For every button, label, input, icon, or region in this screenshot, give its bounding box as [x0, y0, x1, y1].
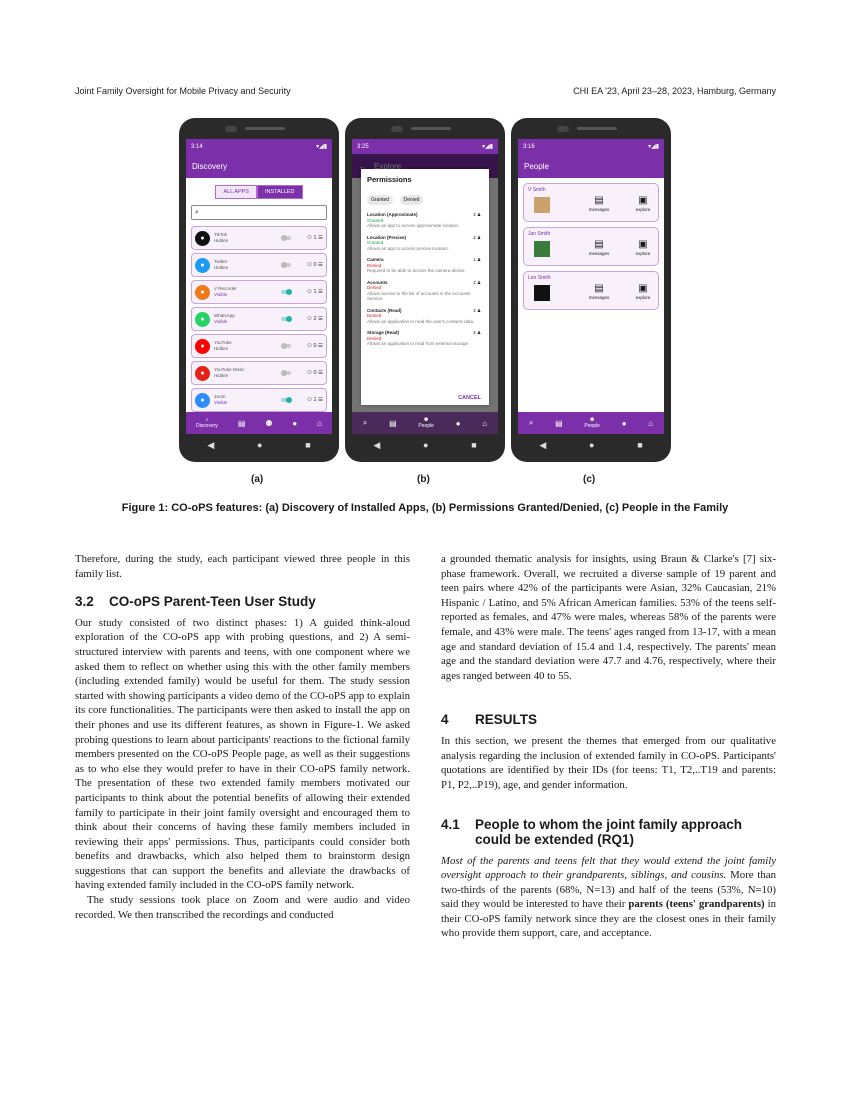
nav-home-icon[interactable]: ⌂	[648, 418, 654, 428]
status-bar	[352, 139, 498, 154]
signal-battery-icon: ▾◢▮	[316, 144, 327, 150]
permission-item[interactable]	[367, 235, 483, 252]
message-icon: ▤	[594, 239, 604, 250]
toggle-knob	[281, 370, 287, 376]
message-icon: ▤	[594, 283, 604, 294]
messages-button[interactable]	[584, 238, 614, 256]
speaker-grille	[245, 127, 285, 130]
avatar	[534, 241, 550, 257]
nav-calendar-icon[interactable]: ▤	[389, 418, 397, 428]
people-list	[518, 183, 664, 310]
recents-icon[interactable]: ■	[305, 440, 311, 450]
count-value: 1	[313, 397, 317, 403]
screen-people	[518, 139, 664, 434]
person-name: Leo Smith	[528, 275, 551, 281]
nav-people-icon[interactable]: ⚉	[265, 418, 273, 428]
explore-icon: ▣	[638, 195, 648, 206]
cancel-button[interactable]: CANCEL	[458, 395, 481, 401]
running-header-left: Joint Family Oversight for Mobile Privacy and Security	[75, 86, 291, 96]
permission-name: Accounts	[367, 279, 388, 285]
count-value: 2	[473, 279, 476, 285]
permission-count	[473, 308, 481, 314]
permission-description: Allows an application to read the user's contacts data.	[367, 318, 475, 324]
speaker-grille	[411, 127, 451, 130]
permission-description: Allows an app to access precise location.	[367, 245, 450, 251]
system-nav	[352, 434, 498, 456]
count-value: 2	[473, 234, 476, 240]
app-visibility-status: Hidden	[214, 265, 229, 270]
home-icon[interactable]: ●	[423, 440, 429, 450]
count-value: 0	[313, 370, 317, 376]
youtube-icon: ●	[195, 339, 210, 354]
nav-home-icon[interactable]: ⌂	[482, 418, 488, 428]
youtube-music-icon: ●	[195, 366, 210, 381]
menu-icon[interactable]: ☰	[316, 343, 323, 349]
paragraph: Our study consisted of two distinct phases: 1) A guided think-aloud exploration of the CO-oPS app with probing questions, and 2) A semi-structured interview with parents and teens, with one component where we asked them to reflect on whether using this with the other family members (including extended family) would be useful for them. The study session started with showing participants a video demo of the CO-oPS app to explain its core functionalities. The participants were then asked to install the app on their phones and use its different features, as shown in Figure-1. We asked probing questions to learn about participants' reactions to the fictional family members presented on the CO-oPS People page, as well as their suggestions as to who else they would prefer to have in their CO-oPS family network. The presentation of these two extended family members motivated our participants to think about the potential benefits of allowing their extended family to participate in their joint family oversight and encouraged them to think about their concerns of having these family members included in reviewing their apps' permissions. Thus, participants could consider both benefits and drawbacks, which also helped them to brainstorm design suggestions that can support the benefits and alleviate the drawbacks of having extended family included in the CO-oPS family network.	[75, 616, 410, 892]
nav-search-icon[interactable]: ⌕	[362, 418, 368, 427]
menu-icon[interactable]: ☰	[316, 262, 323, 268]
app-name: Zoom	[214, 394, 226, 399]
camera-dot	[557, 126, 569, 132]
visibility-toggle[interactable]	[281, 290, 291, 294]
messages-button[interactable]	[584, 194, 614, 212]
toggle-knob	[286, 397, 292, 403]
person-icon: ♟	[475, 212, 481, 217]
right-column	[441, 552, 776, 941]
permission-name: Storage (Read)	[367, 330, 400, 335]
app-visibility-status: Hidden	[214, 373, 229, 378]
permission-item[interactable]	[367, 330, 483, 347]
app-name: YouTube Music	[214, 367, 245, 372]
section-number: 3.2	[75, 594, 94, 610]
text-run: More than two-thirds of the parents (68%, N=13) and half of the teens (53%, N=10) said they would be interested to have their	[441, 869, 777, 911]
status-time: 3:25	[357, 143, 369, 150]
bottom-nav	[352, 412, 498, 434]
permission-list	[367, 212, 483, 347]
section-heading-3-2	[75, 595, 410, 610]
app-visibility-status: Visible	[214, 400, 228, 405]
section-heading-4-1	[441, 818, 776, 847]
recents-icon[interactable]: ■	[637, 440, 643, 450]
phone-discovery	[179, 118, 339, 462]
signal-battery-icon: ▾◢▮	[482, 144, 493, 150]
person-name: V Smith	[528, 187, 546, 193]
status-bar	[186, 139, 332, 154]
messages-label: messages	[588, 295, 610, 300]
toggle-knob	[281, 262, 287, 268]
app-visibility-status: Hidden	[214, 346, 229, 351]
home-icon[interactable]: ●	[589, 440, 595, 450]
explore-label: explore	[635, 207, 651, 212]
app-list	[186, 226, 332, 412]
permission-description: Allows an application to read from external storage.	[367, 341, 470, 346]
search-input[interactable]	[191, 205, 327, 220]
permission-count	[473, 235, 481, 241]
explore-icon: ▣	[638, 283, 648, 294]
phone-permissions	[345, 118, 505, 462]
app-title: Discovery	[186, 154, 332, 178]
paragraph: The study sessions took place on Zoom and were audio and video recorded. We then transcribed the recordings and conducted	[75, 894, 410, 921]
app-info	[214, 340, 281, 352]
signal-battery-icon: ▾◢▮	[648, 144, 659, 150]
people-icon: ⚉	[423, 417, 429, 423]
person-icon: ♟	[475, 257, 481, 262]
permission-name: Camera	[367, 257, 384, 262]
nav-people[interactable]	[418, 417, 434, 429]
nav-people[interactable]	[584, 417, 600, 429]
status-bar	[518, 139, 664, 154]
whatsapp-icon: ●	[195, 312, 210, 327]
figure-caption: Figure 1: CO-oPS features: (a) Discovery of Installed Apps, (b) Permissions Granted/Denied, (c) People in the Family	[121, 502, 729, 514]
camera-dot	[391, 126, 403, 132]
bold-emphasis: parents (teens' grandparents)	[628, 898, 765, 911]
paragraph: a grounded thematic analysis for insights, using Braun & Clarke's [7] six-phase framework. Overall, we recruited a diverse sample of 19 parent and teen pairs where 42% of the participants were Asian, 32% Caucasian, 21% Hispanic / Latino, and 5% African American families. 53% of the teens self-reported as females, and 47% were males, whereas 58% of the parents were female, and 43% were male. The teens' ages ranged from 13-17, with a mean age and standard deviation of 15.4 and 1.4, respectively. The parents' mean age and the standard deviation were 47.7 and 4.76, respectively, where their ages ranged between 40 to 55.	[441, 553, 776, 682]
speaker-grille	[577, 127, 617, 130]
app-info	[214, 286, 281, 298]
visibility-toggle[interactable]	[281, 236, 291, 240]
count-value: 1	[313, 289, 317, 295]
permissions-dialog	[361, 169, 489, 405]
count-value: 2	[313, 316, 317, 322]
toggle-knob	[286, 289, 292, 295]
app-visibility-status: Hidden	[214, 238, 229, 243]
app-list-item[interactable]	[191, 226, 327, 250]
app-list-item[interactable]	[191, 253, 327, 277]
explore-button[interactable]	[628, 238, 658, 256]
nav-calendar-icon[interactable]: ▤	[237, 418, 246, 428]
app-people-count	[301, 316, 323, 322]
chip-granted[interactable]: Granted	[367, 195, 393, 205]
messages-label: messages	[588, 207, 610, 212]
running-header-right: CHI EA '23, April 23–28, 2023, Hamburg, Germany	[573, 86, 776, 96]
permission-state: Granted	[367, 217, 384, 223]
search-icon: ⌕	[205, 417, 209, 423]
italic-finding: Most of the parents and teens felt that they would extend the joint family oversight approach to their grandparents, siblings, and cousins.	[441, 854, 776, 882]
tab-installed[interactable]: INSTALLED	[257, 185, 303, 199]
screen-permissions	[352, 139, 498, 434]
toggle-knob	[281, 343, 287, 349]
back-icon[interactable]: ◀	[539, 439, 547, 450]
bottom-nav	[518, 412, 664, 434]
person-icon: ♟	[475, 330, 481, 335]
text-run: in their CO-oPS family network since they are the closest ones in their family who provide them support, care, and acceptance.	[441, 898, 776, 940]
status-time: 3:14	[191, 143, 203, 150]
permission-count	[473, 257, 481, 263]
app-list-item[interactable]	[191, 280, 327, 304]
sublabel-b: (b)	[417, 474, 430, 485]
permission-name: Location (Precise)	[367, 234, 407, 240]
section-title: CO-oPS Parent-Teen User Study	[109, 594, 316, 610]
nav-person-icon[interactable]: ●	[621, 418, 627, 428]
app-people-count	[301, 235, 323, 241]
people-icon: ⚇	[307, 289, 314, 295]
menu-icon[interactable]: ☰	[316, 397, 323, 403]
count-value: 1	[473, 257, 476, 262]
permission-count	[473, 212, 481, 218]
nav-calendar-icon[interactable]: ▤	[555, 418, 563, 428]
section-number: 4.1	[441, 817, 460, 833]
section-heading-4	[441, 713, 776, 728]
visibility-toggle[interactable]	[281, 344, 291, 348]
message-icon: ▤	[594, 195, 604, 206]
people-icon: ⚇	[307, 343, 314, 349]
app-name: TikTok	[214, 232, 227, 237]
paragraph	[441, 854, 776, 942]
permission-state: Granted	[367, 240, 384, 245]
explore-icon: ▣	[638, 239, 648, 250]
people-icon: ⚇	[307, 235, 314, 241]
tiktok-icon: ●	[195, 231, 210, 246]
twitter-icon: ●	[195, 258, 210, 273]
zoom-icon: ●	[195, 393, 210, 408]
permission-count	[473, 280, 481, 286]
permission-count	[473, 330, 481, 336]
screen-discovery	[186, 139, 332, 434]
person-icon: ♟	[475, 234, 481, 240]
people-icon: ⚇	[307, 370, 314, 376]
app-name: WhatsApp	[214, 313, 235, 318]
nav-discovery-label: Discovery	[195, 423, 218, 429]
app-list-item[interactable]	[191, 388, 327, 412]
explore-label: explore	[635, 251, 651, 256]
paragraph: Therefore, during the study, each participant viewed three people in this family list.	[75, 553, 410, 580]
menu-icon[interactable]: ☰	[316, 370, 323, 376]
back-icon[interactable]: ◀	[373, 439, 381, 450]
app-people-count	[301, 397, 323, 403]
permission-description: Allows an app to access approximate location.	[367, 223, 460, 228]
person-name: Jan Smith	[528, 231, 551, 237]
messages-button[interactable]	[584, 282, 614, 300]
explore-button[interactable]	[628, 282, 658, 300]
app-info	[214, 394, 281, 406]
permission-state: Denied	[367, 335, 382, 341]
app-people-count	[301, 343, 323, 349]
visibility-toggle[interactable]	[281, 371, 291, 375]
status-time: 3:16	[523, 143, 535, 150]
permission-item[interactable]	[367, 257, 483, 274]
permission-state: Denied	[367, 262, 382, 268]
permission-state: Denied	[367, 285, 382, 290]
recorder-icon: ●	[195, 285, 210, 300]
permission-name: Location (Approximate)	[367, 212, 418, 217]
nav-people-label: People	[418, 423, 434, 429]
app-name: YouTube	[214, 340, 232, 345]
search-icon: ⌕	[195, 208, 199, 216]
toggle-knob	[286, 316, 292, 322]
app-name: V Recorder	[214, 286, 237, 291]
paragraph: In this section, we present the themes that emerged from our qualitative analysis regarding the inclusion of extended family in CO-oPS. Participants' quotations are identified by their IDs (for teens: T1, T2,..T19 and parents: P1, P2,..P19), age, and gender information.	[441, 734, 776, 791]
visibility-toggle[interactable]	[281, 263, 291, 267]
menu-icon[interactable]: ☰	[316, 316, 323, 322]
explore-button[interactable]	[628, 194, 658, 212]
chip-denied[interactable]: Denied	[400, 195, 424, 205]
person-card[interactable]	[523, 183, 659, 222]
app-visibility-status: Visible	[214, 319, 228, 324]
section-number: 4	[441, 712, 449, 728]
permission-name: Contacts (Read)	[367, 307, 402, 313]
permission-state: Denied	[367, 313, 382, 318]
visibility-toggle[interactable]	[281, 398, 291, 402]
count-value: 0	[313, 262, 317, 268]
app-list-item[interactable]	[191, 307, 327, 331]
nav-people-label: People	[584, 423, 600, 429]
menu-icon[interactable]: ☰	[316, 235, 323, 241]
back-icon[interactable]: ◀	[207, 439, 215, 450]
nav-person-icon[interactable]: ●	[292, 418, 298, 428]
person-card[interactable]	[523, 271, 659, 310]
count-value: 1	[313, 235, 317, 241]
people-icon: ⚉	[589, 417, 595, 423]
nav-home-icon[interactable]: ⌂	[317, 418, 323, 428]
system-nav	[518, 434, 664, 456]
visibility-toggle[interactable]	[281, 317, 291, 321]
app-info	[214, 367, 281, 379]
nav-person-icon[interactable]: ●	[455, 418, 461, 428]
person-icon: ♟	[475, 307, 481, 313]
person-card[interactable]	[523, 227, 659, 266]
left-column	[75, 552, 410, 922]
system-nav	[186, 434, 332, 456]
app-people-count	[301, 262, 323, 268]
camera-dot	[225, 126, 237, 132]
app-list-item[interactable]	[191, 334, 327, 358]
permission-description: Allows access to the list of accounts in the Accounts Service.	[367, 290, 471, 301]
app-list-item[interactable]	[191, 361, 327, 385]
toggle-knob	[281, 235, 287, 241]
count-value: 0	[313, 343, 317, 349]
nav-discovery[interactable]	[196, 417, 218, 429]
count-value: 2	[473, 330, 476, 335]
app-title: People	[518, 154, 664, 178]
section-title: RESULTS	[475, 712, 538, 728]
permission-item[interactable]	[367, 280, 483, 302]
permission-item[interactable]	[367, 308, 483, 325]
app-name: Twitter	[214, 259, 228, 264]
dialog-title: Permissions	[367, 175, 412, 184]
app-info	[214, 232, 281, 244]
sublabel-c: (c)	[583, 474, 596, 485]
app-info	[214, 259, 281, 271]
people-icon: ⚇	[307, 262, 314, 268]
avatar	[534, 197, 550, 213]
count-value: 2	[473, 307, 476, 313]
permission-item[interactable]	[367, 212, 483, 229]
sublabel-a: (a)	[251, 474, 264, 485]
person-icon: ♟	[475, 279, 481, 285]
home-icon[interactable]: ●	[257, 440, 263, 450]
app-people-count	[301, 370, 323, 376]
messages-label: messages	[588, 251, 610, 256]
section-title: People to whom the joint family approach could be extended (RQ1)	[475, 817, 743, 847]
people-icon: ⚇	[307, 316, 314, 322]
tab-all-apps[interactable]: ALL APPS	[215, 185, 256, 199]
explore-label: explore	[635, 295, 651, 300]
permission-description: Required to be able to access the camera device.	[367, 268, 466, 273]
people-icon: ⚇	[307, 397, 314, 403]
menu-icon[interactable]: ☰	[316, 289, 323, 295]
nav-search-icon[interactable]: ⌕	[528, 418, 534, 427]
app-info	[214, 313, 281, 325]
count-value: 2	[473, 212, 476, 217]
phone-people	[511, 118, 671, 462]
tabs	[186, 185, 332, 199]
bottom-nav	[186, 412, 332, 434]
recents-icon[interactable]: ■	[471, 440, 477, 450]
app-visibility-status: Visible	[214, 292, 228, 297]
app-people-count	[301, 289, 323, 295]
avatar	[534, 285, 550, 301]
